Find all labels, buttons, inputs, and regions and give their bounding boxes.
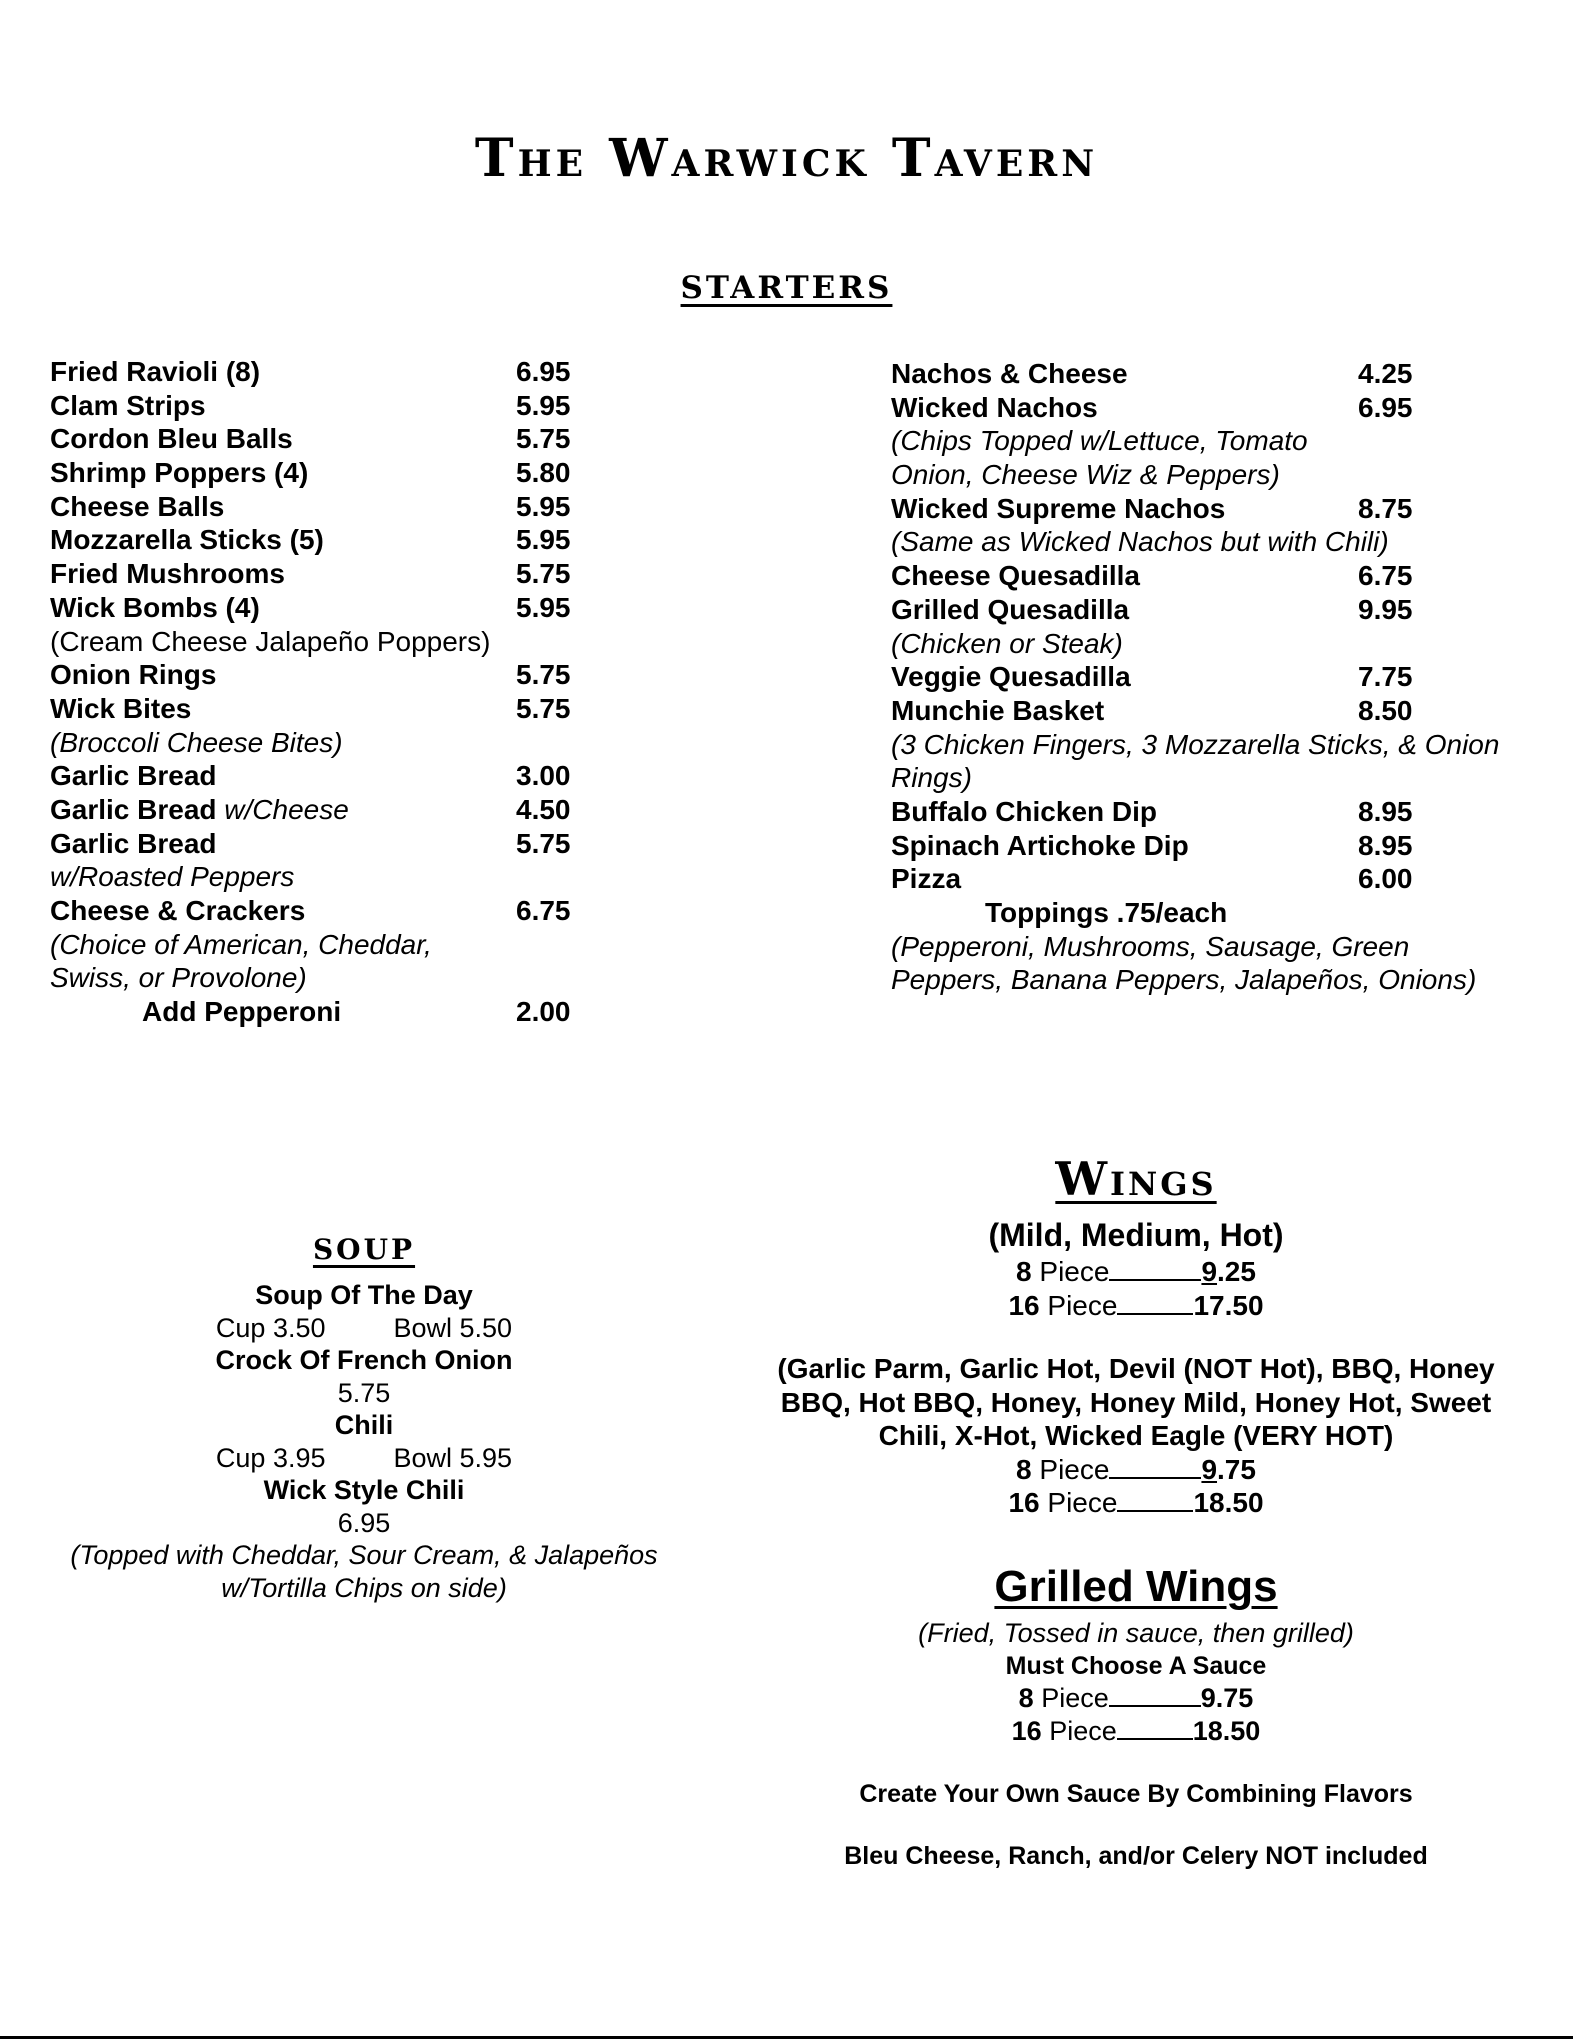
wings-section — [736, 1215, 1536, 1520]
menu-item — [50, 894, 610, 928]
item-name: Buffalo Chicken Dip — [891, 795, 1158, 827]
sides-not-included-note: Bleu Cheese, Ranch, and/or Celery NOT included — [844, 1842, 1428, 1870]
item-suffix: w/Cheese — [216, 793, 349, 825]
soup-price: 5.75 — [337, 1377, 391, 1408]
starters-right-column — [891, 357, 1531, 997]
menu-item — [891, 593, 1531, 627]
menu-item — [50, 456, 610, 490]
item-price: 6.95 — [516, 356, 571, 387]
menu-item — [50, 658, 610, 692]
menu-item — [891, 862, 1531, 896]
menu-item — [50, 389, 610, 423]
grilled-wings-heading: Grilled Wings — [994, 1562, 1278, 1611]
menu-item — [50, 793, 610, 827]
restaurant-title: The Warwick Tavern — [474, 128, 1099, 189]
item-price: 5.75 — [516, 558, 571, 590]
leader-line — [1109, 1704, 1201, 1707]
soup-bowl-price: Bowl 5.50 — [393, 1312, 513, 1343]
item-name: Fried Mushrooms — [50, 558, 285, 590]
wings-price-row — [736, 1255, 1536, 1289]
item-price: 6.00 — [1358, 863, 1413, 895]
soup-cup-price: Cup 3.95 — [215, 1442, 326, 1473]
starters-left-column — [50, 355, 610, 1029]
item-description: (3 Chicken Fingers, 3 Mozzarella Sticks, & Onion — [891, 728, 1500, 760]
item-description: w/Roasted Peppers — [50, 861, 295, 893]
price-part: .75 — [1217, 1453, 1256, 1485]
grilled-wings-note: (Fried, Tossed in sauce, then grilled) — [918, 1618, 1354, 1648]
menu-item — [891, 660, 1531, 694]
menu-item — [891, 694, 1531, 728]
menu-item — [50, 490, 610, 524]
menu-item — [50, 523, 610, 557]
soup-item-name: Crock Of French Onion — [215, 1345, 513, 1375]
item-description: Swiss, or Provolone) — [50, 962, 307, 994]
soup-cup-bowl-prices — [0, 1312, 728, 1345]
item-price: 5.95 — [516, 490, 571, 522]
piece-label: Piece — [1041, 1715, 1117, 1746]
leader-line — [1117, 1737, 1193, 1740]
item-name: Garlic Bread — [50, 760, 217, 792]
soup-item-name: Wick Style Chili — [263, 1475, 465, 1505]
menu-item — [50, 827, 610, 861]
item-name: Wick Bombs (4) — [50, 591, 260, 623]
item-name: Pizza — [891, 863, 962, 895]
item-name: Clam Strips — [50, 389, 206, 421]
soup-cup-price: Cup 3.50 — [215, 1312, 326, 1343]
price: 9.75 — [1200, 1683, 1254, 1713]
item-name: Add Pepperoni — [142, 996, 342, 1028]
item-price: 2.00 — [516, 996, 571, 1028]
item-name: Garlic Bread — [50, 827, 217, 859]
wings-flavors-line: (Garlic Parm, Garlic Hot, Devil (NOT Hot), BBQ, Honey — [777, 1353, 1495, 1384]
wings-flavors-line: Chili, X-Hot, Wicked Eagle (VERY HOT) — [878, 1420, 1394, 1451]
item-description: (Chicken or Steak) — [891, 627, 1123, 659]
item-name: Munchie Basket — [891, 694, 1105, 726]
soup-heading: soup — [312, 1222, 416, 1269]
item-price: 5.95 — [516, 389, 571, 421]
piece-label: Piece — [1031, 1256, 1110, 1287]
grilled-wings-price-row — [736, 1682, 1536, 1715]
item-description: (Pepperoni, Mushrooms, Sausage, Green — [891, 930, 1410, 962]
soup-price: 6.95 — [337, 1507, 391, 1538]
item-name: Veggie Quesadilla — [891, 661, 1131, 693]
price-part: 9 — [1201, 1453, 1218, 1485]
starters-heading: starters — [680, 258, 893, 309]
price-part: 9 — [1201, 1256, 1218, 1287]
price-part: 18.50 — [1193, 1487, 1264, 1518]
item-description: (Cream Cheese Jalapeño Poppers) — [50, 625, 491, 657]
piece-count: 16 — [1008, 1487, 1040, 1518]
item-name: Nachos & Cheese — [891, 358, 1128, 389]
piece-count: 8 — [1016, 1256, 1032, 1287]
item-price: 6.75 — [516, 895, 571, 926]
create-sauce-note: Create Your Own Sauce By Combining Flavors — [859, 1780, 1413, 1808]
item-price: 5.75 — [516, 827, 571, 859]
soup-cup-bowl-prices — [0, 1442, 728, 1475]
item-description: Peppers, Banana Peppers, Jalapeños, Onions) — [891, 964, 1477, 996]
item-name: Mozzarella Sticks (5) — [50, 524, 324, 556]
menu-item — [50, 591, 610, 625]
item-price: 8.50 — [1358, 694, 1413, 726]
menu-item — [891, 829, 1531, 863]
price-part: .25 — [1217, 1256, 1256, 1287]
menu-item — [50, 692, 610, 726]
item-price: 5.75 — [516, 692, 571, 724]
grilled-wings-price-row — [736, 1715, 1536, 1748]
piece-label: Piece — [1031, 1453, 1110, 1485]
item-name: Shrimp Poppers (4) — [50, 457, 309, 489]
item-price: 9.95 — [1358, 593, 1413, 625]
wings-flavors-line: BBQ, Hot BBQ, Honey, Honey Mild, Honey Hot, Sweet — [780, 1386, 1492, 1418]
menu-item — [891, 559, 1531, 593]
grilled-wings-requirement: Must Choose A Sauce — [1005, 1651, 1267, 1680]
item-description: Onion, Cheese Wiz & Peppers) — [891, 459, 1280, 491]
leader-line — [1109, 1278, 1201, 1281]
piece-label: Piece — [1039, 1487, 1118, 1518]
item-name: Grilled Quesadilla — [891, 593, 1130, 625]
wings-heat-levels: (Mild, Medium, Hot) — [988, 1217, 1284, 1253]
item-name: Fried Ravioli (8) — [50, 356, 261, 387]
leader-line — [1117, 1509, 1193, 1512]
menu-item — [891, 391, 1531, 425]
leader-line — [1109, 1476, 1201, 1479]
item-name: Cheese Balls — [50, 490, 225, 522]
price: 18.50 — [1192, 1715, 1261, 1746]
menu-item — [50, 557, 610, 591]
item-price: 5.80 — [516, 457, 571, 489]
menu-item — [891, 795, 1531, 829]
menu-item — [50, 422, 610, 456]
item-price: 7.75 — [1358, 661, 1413, 693]
soup-bowl-price: Bowl 5.95 — [393, 1442, 513, 1473]
item-description: (Choice of American, Cheddar, — [50, 928, 432, 960]
soup-item-name: Soup Of The Day — [255, 1280, 473, 1310]
item-name: Wicked Nachos — [891, 391, 1098, 423]
item-name: Spinach Artichoke Dip — [891, 829, 1189, 861]
item-price: 5.95 — [516, 524, 571, 556]
item-price: 4.50 — [516, 793, 571, 825]
piece-count: 16 — [1008, 1289, 1040, 1321]
item-price: 5.95 — [516, 591, 571, 623]
item-price: 8.75 — [1358, 492, 1413, 524]
wings-price-row — [736, 1453, 1536, 1487]
menu-item — [50, 759, 610, 793]
piece-count: 8 — [1018, 1683, 1034, 1713]
leader-line — [1117, 1312, 1193, 1315]
piece-count: 8 — [1016, 1453, 1032, 1485]
item-price: 6.95 — [1358, 391, 1413, 423]
item-price: 5.75 — [516, 659, 571, 691]
wings-price-row — [736, 1486, 1536, 1520]
menu-item — [891, 896, 1531, 930]
item-name: Cheese Quesadilla — [891, 560, 1141, 592]
item-name: Cheese & Crackers — [50, 895, 306, 926]
menu-item — [891, 492, 1531, 526]
item-name: Wicked Supreme Nachos — [891, 492, 1226, 524]
item-name: Garlic Bread — [50, 793, 217, 825]
menu-item — [891, 357, 1531, 391]
item-name: Wick Bites — [50, 692, 192, 724]
soup-note: (Topped with Cheddar, Sour Cream, & Jalapeños — [70, 1540, 658, 1570]
soup-section — [0, 1279, 728, 1604]
item-price: 6.75 — [1358, 560, 1413, 592]
item-description: (Broccoli Cheese Bites) — [50, 726, 343, 758]
item-description: Rings) — [891, 762, 972, 794]
wings-price-row — [736, 1289, 1536, 1323]
item-description: (Chips Topped w/Lettuce, Tomato — [891, 425, 1308, 457]
item-price: 3.00 — [516, 760, 571, 792]
item-name: Toppings .75/each — [985, 897, 1228, 928]
item-name: Cordon Bleu Balls — [50, 423, 293, 455]
price-part: 17.50 — [1193, 1289, 1264, 1321]
item-name: Onion Rings — [50, 659, 217, 691]
item-description: (Same as Wicked Nachos but with Chili) — [891, 526, 1389, 558]
wings-heading: Wings — [1055, 1152, 1217, 1206]
menu-item — [50, 355, 610, 389]
item-price: 5.75 — [516, 423, 571, 455]
soup-note: w/Tortilla Chips on side) — [221, 1572, 507, 1603]
item-price: 8.95 — [1358, 795, 1413, 827]
piece-count: 16 — [1011, 1715, 1042, 1746]
grilled-wings-section — [736, 1617, 1536, 1747]
piece-label: Piece — [1033, 1683, 1109, 1713]
item-price: 4.25 — [1358, 358, 1413, 389]
soup-item-name: Chili — [334, 1410, 394, 1440]
item-price: 8.95 — [1358, 829, 1413, 861]
piece-label: Piece — [1039, 1289, 1118, 1321]
menu-item — [50, 995, 610, 1029]
